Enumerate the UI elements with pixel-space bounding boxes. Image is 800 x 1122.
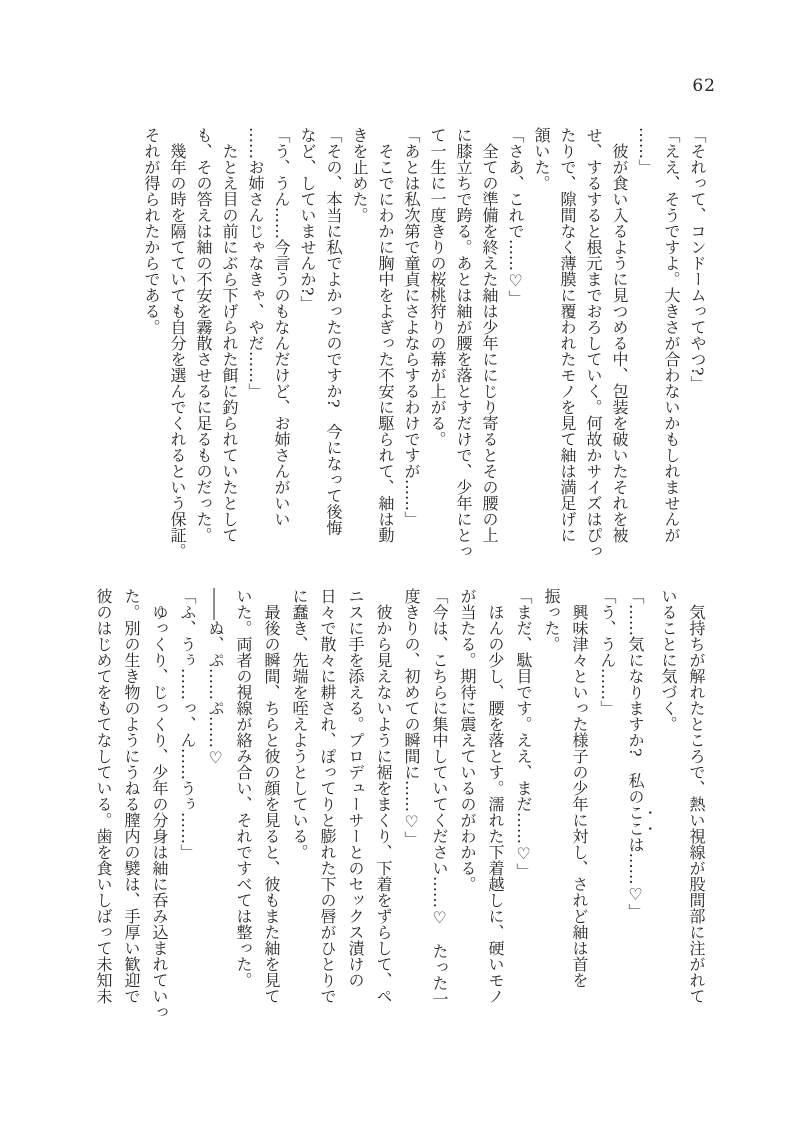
text-line: 振った。 — [542, 588, 561, 652]
page-number: 62 — [692, 76, 716, 96]
text-line: 「今は、こちらに集中していてください……♡ たった一 — [430, 588, 449, 1007]
text-line: に膝立ちで跨る。あとは紬が腰を落とすだけで、少年にとっ — [454, 127, 473, 559]
text-line: 「さあ、これで……♡」 — [506, 127, 525, 306]
text-line: きを止めた。 — [350, 127, 369, 223]
text-line: 「あとは私次第で童貞にさよならするわけですが……」 — [402, 127, 421, 527]
text-line: ほんの少し、腰を落とす。濡れた下着越しに、硬いモノ — [486, 588, 505, 1004]
text-line: 「う、うん……」 — [598, 588, 617, 716]
text-line: 「ふ、うぅ……っ、ん……うぅ……」 — [178, 588, 197, 860]
text-line: そこでにわかに胸中をよぎった不安に駆られて、紬は動 — [376, 127, 395, 543]
text-line: 頷いた。 — [532, 127, 551, 191]
text-line: せ、するすると根元までおろしていく。何故かサイズはぴっ — [584, 127, 603, 559]
upper-text-block — [138, 127, 710, 559]
text-line: 「その、本当に私でよかったのですか? 今になって後悔 — [324, 127, 343, 536]
text-line: 彼が食い入るように見つめる中、包装を破いたそれを被 — [610, 127, 629, 543]
text-line: ……」 — [636, 127, 655, 175]
text-line: 彼から見えないように裾をまくり、下着をずらして、ペ — [374, 588, 393, 1004]
text-line: ――ぬ、ぷ……ぷ……♡ — [206, 588, 225, 767]
text-line: が当たる。期待に震えているのがわかる。 — [458, 588, 477, 892]
text-line: に蠢き、先端を咥えようとしている。 — [290, 588, 309, 860]
text-line: いた。両者の視線が絡み合い、それですべては整った。 — [234, 588, 253, 988]
text-line: 「まだ、駄目です。ええ、まだ……♡」 — [514, 588, 533, 879]
text-line: 彼のはじめてをもてなしている。歯を食いしばって未知未 — [94, 588, 113, 1004]
text-line: 「それって、コンドームってやつ?」 — [688, 127, 707, 392]
text-line: など、していませんか?」 — [298, 127, 317, 312]
text-line: 「う、うん……今言うのもなんだけど、お姉さんがいい — [272, 127, 291, 527]
text-line: いることに気づく。 — [659, 588, 678, 732]
text-line: 気持ちが解れたところで、熱い視線が股間部に注がれて — [687, 588, 706, 1004]
text-line: て一生に一度きりの桜桃狩りの幕が上がる。 — [428, 127, 447, 447]
lower-text-block — [89, 588, 710, 1020]
emphasis-dots-text: ここ — [626, 804, 645, 837]
text-line: たりで、隙間なく薄膜に覆われたモノを見て紬は満足げに — [558, 127, 577, 543]
text-line: たとえ目の前にぶら下げられた餌に釣られていたとして — [220, 127, 239, 543]
text-line: も、その答えは紬の不安を霧散させるに足るものだった。 — [194, 127, 213, 543]
text-line: ニスに手を添える。プロデューサーとのセックス漬けの — [346, 588, 365, 988]
text-line: 「……気になりますか? 私のここは……♡」 — [626, 588, 645, 920]
text-line: 興味津々といった様子の少年に対し、されど紬は首を — [570, 588, 589, 988]
text-line: 日々で散々に耕され、ぽってりと膨れた下の唇がひとりで — [318, 588, 337, 1004]
text-line: それが得られたからである。 — [142, 127, 161, 335]
text-line: た。別の生き物のようにうねる膣内の襞は、手厚い歓迎で — [122, 588, 141, 1004]
text-line: 最後の瞬間、ちらと彼の顔を見ると、彼もまた紬を見て — [262, 588, 281, 1004]
text-line: ……お姉さんじゃなきゃ、やだ……」 — [246, 127, 265, 399]
text-line: 「ええ、そうですよ。大きさが合わないかもしれませんが — [662, 127, 681, 543]
text-line: ゆっくり、じっくり、少年の分身は紬に呑み込まれていっ — [150, 588, 169, 1020]
text-line: 幾年の時を隔てていても自分を選んでくれるという保証。 — [168, 127, 187, 559]
text-line: 度きりの、初めての瞬間に……♡」 — [402, 588, 421, 847]
text-line: 全ての準備を終えた紬は少年ににじり寄るとその腰の上 — [480, 127, 499, 543]
